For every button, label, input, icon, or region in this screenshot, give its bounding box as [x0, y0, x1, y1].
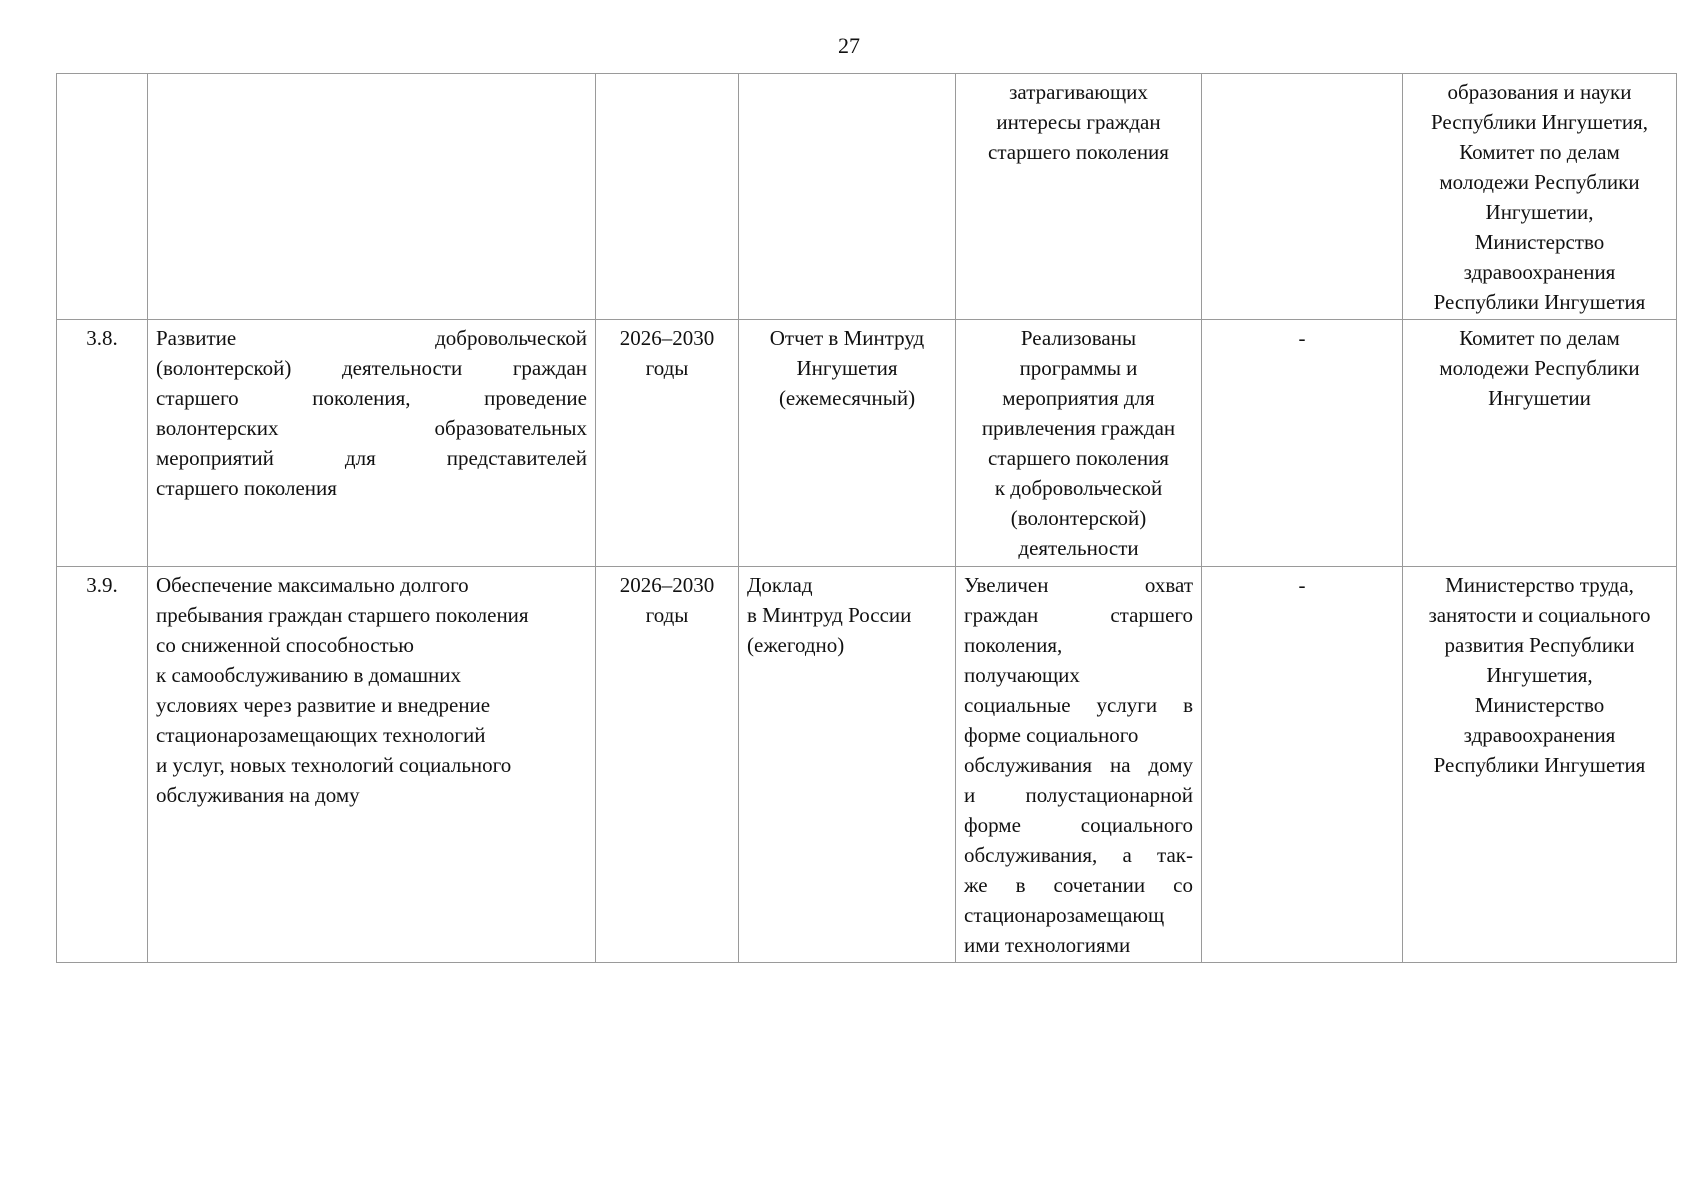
activity-line: и услуг, новых технологий социального [156, 753, 512, 777]
activity-line: стационарозамещающих технологий [156, 723, 486, 747]
executor-line: Ингушетии, [1485, 200, 1594, 224]
executor-line: Ингушетия, [1486, 663, 1593, 687]
cell-period [596, 320, 739, 567]
executor-line: Республики Ингушетия, [1431, 110, 1648, 134]
result-line: и полустационарной [964, 783, 1193, 807]
result-line: обслуживания на дому [964, 753, 1193, 777]
period-line: 2026–2030 [619, 573, 715, 597]
cell-result [956, 74, 1202, 320]
period-line: годы [645, 603, 689, 627]
executor-line: Министерство труда, [1445, 573, 1634, 597]
cell-funding: - [1202, 567, 1403, 963]
activity-line: Обеспечение максимально долгого [156, 573, 469, 597]
report-line: Ингушетия [796, 356, 898, 380]
report-line: Доклад [747, 573, 813, 597]
executor-line: здравоохранения [1463, 260, 1616, 284]
result-line: к добровольческой [994, 476, 1163, 500]
result-line: затрагивающих [1009, 80, 1148, 104]
measures-table [56, 73, 1677, 963]
cell-funding [1202, 74, 1403, 320]
result-line: привлечения граждан [981, 416, 1176, 440]
cell-period [596, 567, 739, 963]
cell-funding: - [1202, 320, 1403, 567]
executor-line: молодежи Республики [1439, 170, 1640, 194]
period-line: годы [645, 356, 689, 380]
activity-line: старшего поколения, проведение [156, 386, 587, 410]
result-line: интересы граждан [996, 110, 1161, 134]
activity-line: старшего поколения [156, 476, 337, 500]
executor-line: Республики Ингушетия [1433, 290, 1646, 314]
cell-number [57, 74, 148, 320]
result-line: форме социального [964, 723, 1139, 747]
activity-line: Развитие добровольческой [156, 326, 587, 350]
activity-line: (волонтерской) деятельности граждан [156, 356, 587, 380]
executor-line: Комитет по делам [1459, 326, 1620, 350]
result-line: форме социального [964, 813, 1193, 837]
activity-line: к самообслуживанию в домашних [156, 663, 462, 687]
result-line: деятельности [1018, 536, 1139, 560]
executor-line: здравоохранения [1463, 723, 1616, 747]
result-line: социальные услуги в [964, 693, 1193, 717]
page-number: 27 [838, 33, 860, 58]
result-line: же в сочетании со [964, 873, 1193, 897]
cell-period [596, 74, 739, 320]
table-row [57, 320, 1677, 567]
cell-number: 3.8. [57, 320, 148, 567]
cell-report [739, 567, 956, 963]
cell-report [739, 74, 956, 320]
report-line: в Минтруд России [747, 603, 912, 627]
result-line: поколения, [964, 633, 1063, 657]
cell-result [956, 567, 1202, 963]
result-line: Увеличен охват [964, 573, 1193, 597]
result-line: получающих [964, 663, 1080, 687]
cell-executor [1403, 567, 1677, 963]
executor-line: Министерство [1474, 230, 1605, 254]
period-line: 2026–2030 [619, 326, 715, 350]
result-line: Реализованы [1020, 326, 1137, 350]
cell-activity [148, 320, 596, 567]
table-row [57, 567, 1677, 963]
result-line: ими технологиями [964, 933, 1131, 957]
executor-line: молодежи Республики [1439, 356, 1640, 380]
cell-activity [148, 567, 596, 963]
cell-number: 3.9. [57, 567, 148, 963]
result-line: граждан старшего [964, 603, 1193, 627]
result-line: мероприятия для [1002, 386, 1155, 410]
activity-line: обслуживания на дому [156, 783, 360, 807]
activity-line: со сниженной способностью [156, 633, 414, 657]
result-line: старшего поколения [988, 446, 1169, 470]
result-line: программы и [1019, 356, 1138, 380]
executor-line: Ингушетии [1488, 386, 1591, 410]
activity-line: волонтерских образовательных [156, 416, 587, 440]
report-line: (ежемесячный) [778, 386, 916, 410]
executor-line: образования и науки [1447, 80, 1632, 104]
executor-line: Республики Ингушетия [1433, 753, 1646, 777]
table-row [57, 74, 1677, 320]
executor-line: развития Республики [1444, 633, 1635, 657]
executor-line: занятости и социального [1428, 603, 1651, 627]
cell-report [739, 320, 956, 567]
activity-line: пребывания граждан старшего поколения [156, 603, 529, 627]
report-line: Отчет в Минтруд [769, 326, 925, 350]
result-line: стационарозамещающ [964, 903, 1165, 927]
executor-line: Комитет по делам [1459, 140, 1620, 164]
cell-executor [1403, 74, 1677, 320]
result-line: обслуживания, а так- [964, 843, 1193, 867]
cell-activity [148, 74, 596, 320]
activity-line: мероприятий для представителей [156, 446, 587, 470]
cell-executor [1403, 320, 1677, 567]
report-line: (ежегодно) [747, 633, 845, 657]
cell-result [956, 320, 1202, 567]
result-line: старшего поколения [988, 140, 1169, 164]
result-line: (волонтерской) [1010, 506, 1147, 530]
executor-line: Министерство [1474, 693, 1605, 717]
activity-line: условиях через развитие и внедрение [156, 693, 491, 717]
